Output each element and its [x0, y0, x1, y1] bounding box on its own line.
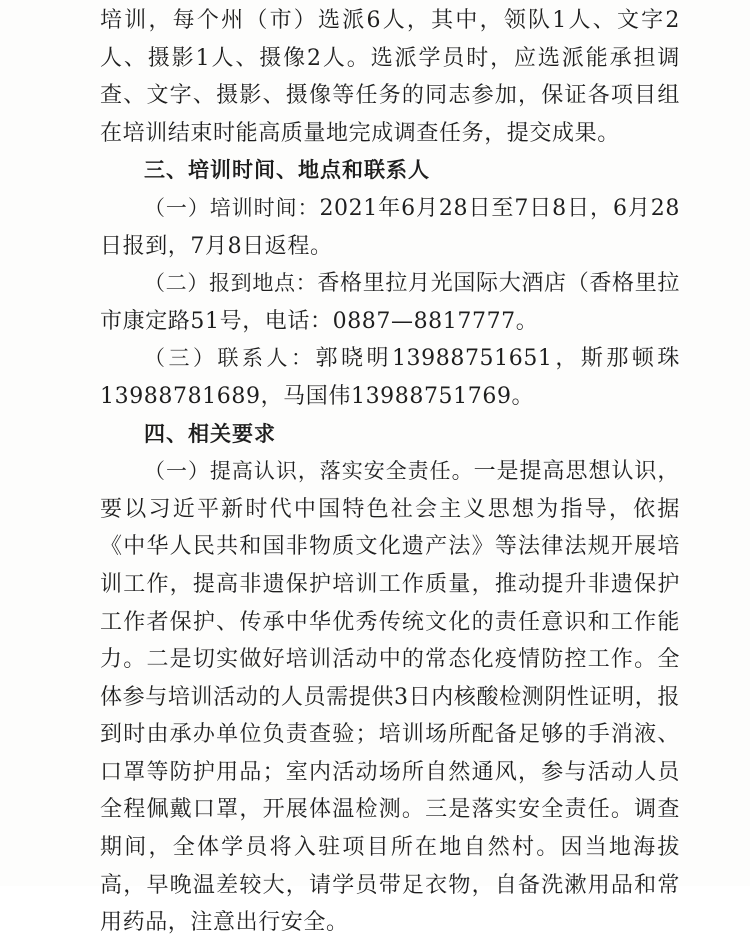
paragraph-contacts: [100, 340, 680, 415]
document-body: [100, 2, 680, 942]
paragraph-training-time: [100, 190, 680, 265]
section-3-heading: 三、培训时间、地点和联系人: [144, 158, 430, 183]
paragraph-requirements-1: [100, 453, 680, 942]
requirements-1-label: （一）提高认识，落实安全责任。: [144, 459, 474, 484]
registration-place-text: 香格里拉月光国际大酒店（香格里拉市康定路51号，电话：0887—8817777。: [100, 271, 680, 334]
training-time-label: （一）培训时间：: [144, 195, 320, 220]
registration-place-label: （二）报到地点：: [144, 271, 318, 296]
paragraph-registration-place: [100, 265, 680, 340]
paragraph-training-participants: 培训，每个州（市）选派6人，其中，领队1人、文字2人、摄影1人、摄像2人。选派学员时，应选派能承担调查、文字、摄影、摄像等任务的同志参加，保证各项目组在培训结束时能高质量地完成调查任务，提交成果。: [100, 8, 680, 146]
contacts-text: 郭晓明13988751651，斯那顿珠 13988781689，马国伟13988751769。: [100, 346, 680, 409]
training-time-text: 2021年6月28日至7日8日，6月28日报到，7月8日返程。: [100, 195, 680, 259]
contacts-label: （三）联系人：: [144, 346, 316, 371]
section-4-heading: 四、相关要求: [144, 421, 276, 446]
requirements-1-text: 一是提高思想认识，要以习近平新时代中国特色社会主义思想为指导，依据《中华人民共和国非物质文化遗产法》等法律法规开展培训工作，提高非遗保护培训工作质量，推动提升非遗保护工作者保护、传承中华优秀传统文化的责任意识和工作能力。二是切实做好培训活动中的常态化疫情防控工作。全体参与培训活动的人员需提供3日内核酸检测阴性证明，报到时由承办单位负责查验；培训场所配备足够的手消液、口罩等防护用品；室内活动场所自然通风，参与活动人员全程佩戴口罩，开展体温检测。三是落实安全责任。调查期间，全体学员将入驻项目所在地自然村。因当地海拔高，早晚温差较大，请学员带足衣物，自备洗漱用品和常用药品，注意出行安全。: [100, 459, 680, 936]
